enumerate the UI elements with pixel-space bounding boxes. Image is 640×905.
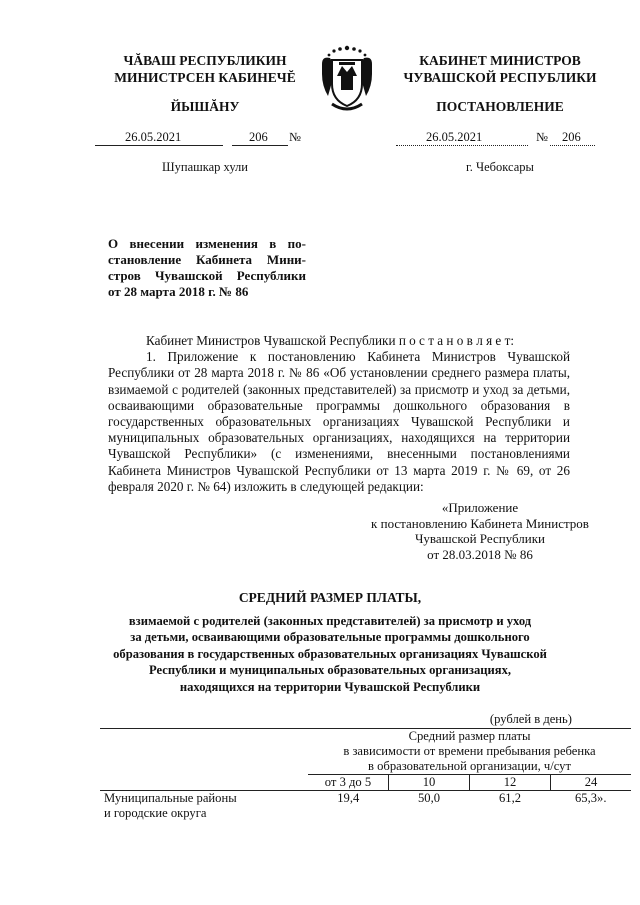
- appendix-line: Чувашской Республики: [414, 531, 546, 546]
- fee-table: [100, 728, 631, 821]
- table-cell: 65,3».: [575, 791, 607, 805]
- column-header: 10: [389, 775, 470, 791]
- subject-line: О внесении изменения в по-: [108, 236, 306, 251]
- body-paragraph: 1. Приложение к постановлению Кабинета Министров Чувашской Республики от 28 марта 2018 г. № 86 «Об установлении среднего размера платы, взимаемой с родителей (законных представителей) за присмотр и уход за детьми, осваивающими образовательные программы дошкольного образования в государственных образовательных организациях Чувашской Республики и муниципальных образовательных организациях, находящихся на территории Чувашской Республики» (с изменениями, внесенными постановлениями Кабинета Министров Чувашской Республики от 13 марта 2019 г. № 69, от 26 февраля 2020 г. № 64) изложить в следующей редакции:: [108, 349, 570, 494]
- column-header: 12: [470, 775, 551, 791]
- subject-line: стров Чувашской Республики: [108, 268, 306, 283]
- number-left: 206: [249, 130, 268, 144]
- appendix-reference: [330, 500, 630, 562]
- issuer-russian-line1: КАБИНЕТ МИНИСТРОВ: [419, 53, 581, 68]
- title-main: СРЕДНИЙ РАЗМЕР ПЛАТЫ,: [238, 590, 422, 605]
- city-russian: г. Чебоксары: [466, 160, 534, 174]
- title-sub-line: находящихся на территории Чувашской Республики: [179, 679, 481, 694]
- table-cell: 50,0: [417, 791, 441, 805]
- number-right: 206: [562, 130, 581, 144]
- column-header: 24: [584, 775, 598, 789]
- table-row: [100, 791, 631, 822]
- issuer-chuvash-line1: ЧĂВАШ РЕСПУБЛИКИН: [123, 53, 287, 68]
- number-sign-left: №: [289, 130, 301, 144]
- doc-type-russian: ПОСТАНОВЛЕНИЕ: [436, 99, 564, 114]
- appendix-line: от 28.03.2018 № 86: [427, 546, 533, 562]
- table-cell: 19,4: [337, 791, 360, 805]
- table-header-line: Средний размер платы: [408, 729, 531, 743]
- title-sub-line: за детьми, осваивающими образовательные программы дошкольного: [130, 630, 530, 644]
- date-right: 26.05.2021: [426, 130, 483, 144]
- appendix-line: «Приложение: [441, 500, 519, 515]
- date-left: 26.05.2021: [125, 130, 182, 144]
- table-header: [308, 729, 631, 775]
- title-sub-line: образования в государственных образовательных организациях Чувашской: [113, 646, 547, 661]
- body-text: [108, 333, 570, 495]
- number-sign-right: №: [536, 130, 548, 144]
- subject-line: от 28 марта 2018 г. № 86: [108, 284, 249, 299]
- title-sub-line: взимаемой с родителей (законных представителей) за присмотр и уход: [128, 613, 532, 628]
- issuer-russian: [380, 52, 620, 86]
- table-unit: (рублей в день): [489, 712, 572, 726]
- subject-block: [108, 236, 306, 300]
- issuer-russian-line2: ЧУВАШСКОЙ РЕСПУБЛИКИ: [403, 70, 597, 85]
- issuer-chuvash: [95, 52, 315, 86]
- appendix-line: к постановлению Кабинета Министров: [371, 515, 589, 531]
- table-header-line: в образовательной организации, ч/сут: [368, 759, 571, 773]
- column-header: от 3 до 5: [308, 775, 389, 791]
- issuer-chuvash-line2: МИНИСТРСЕН КАБИНЕЧĔ: [114, 70, 296, 85]
- table-header-line: в зависимости от времени пребывания ребенка: [343, 744, 596, 758]
- row-label: Муниципальные районы и городские округа: [104, 791, 237, 820]
- table-cell: 61,2: [498, 791, 522, 805]
- body-paragraph: Кабинет Министров Чувашской Республики п о с т а н о в л я е т:: [146, 333, 515, 348]
- title-sub-line: Республики и муниципальных образовательных организациях,: [148, 663, 512, 677]
- subject-line: становление Кабинета Мини-: [108, 252, 306, 267]
- document-title: [80, 590, 580, 695]
- coat-of-arms-icon: [310, 40, 384, 114]
- city-chuvash: Шупашкар хули: [162, 160, 248, 174]
- doc-type-chuvash: ЙЫШĂНУ: [170, 99, 240, 114]
